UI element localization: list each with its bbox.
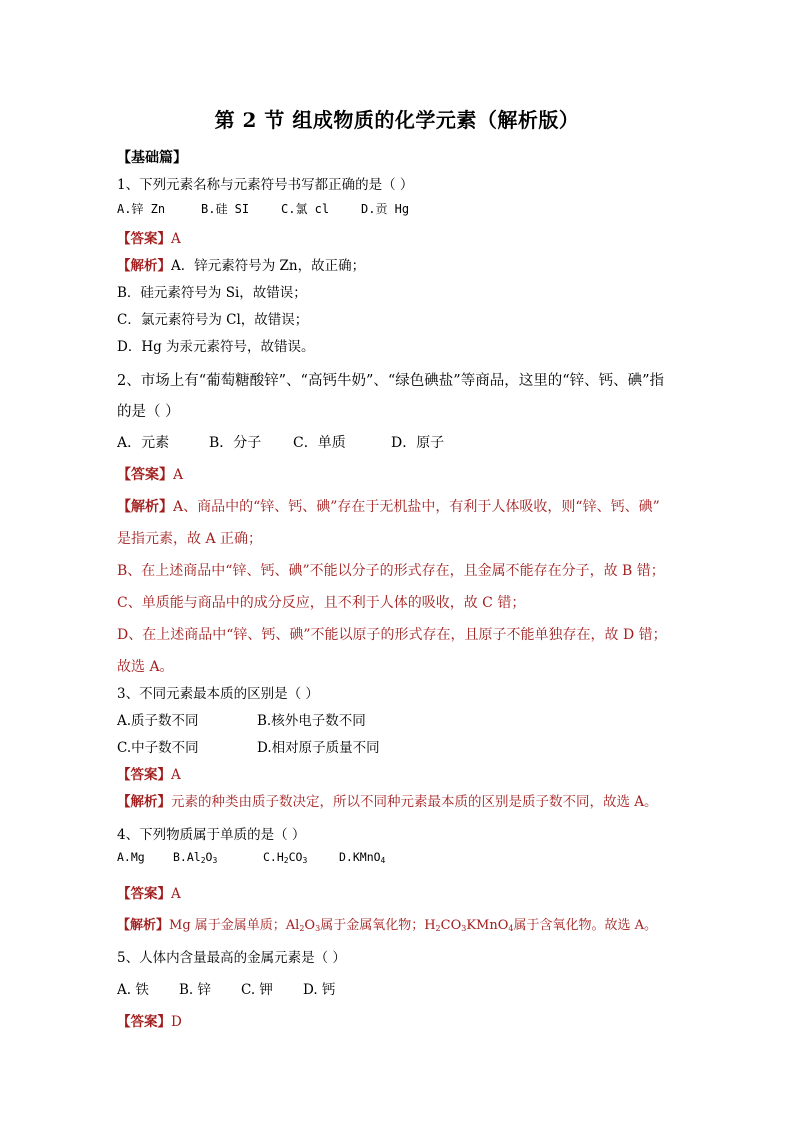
option-d: D.KMnO$_4$ [339,850,386,865]
question-1-answer [117,227,181,247]
answer-value: A [171,886,181,902]
answer-value: A [171,767,181,783]
question-3-options-row-1 [117,709,366,729]
option-b: B．分子 [209,435,262,451]
option-d: D. 钙 [303,982,336,998]
analysis-text: A、商品中的“锌、钙、碘”存在于无机盐中，有利于人体吸收，则“锌、钙、碘” [173,499,660,515]
option-d: D．原子 [391,435,445,451]
question-2-answer [117,464,183,484]
option-a: A. 铁 [117,982,149,998]
answer-tag: 【答案】 [117,231,171,247]
option-b: B.硅 SI [201,202,250,216]
analysis-text: A．锌元素符号为 Zn，故正确； [171,258,366,274]
option-b: B.核外电子数不同 [257,713,366,729]
option-d: D.贡 Hg [361,202,410,216]
question-5-stem: 5、人体内含量最高的金属元素是（ ） [117,950,346,966]
option-c: C.氯 cl [281,202,330,216]
option-c: C. 钾 [241,982,273,998]
analysis-tag: 【解析】 [117,499,173,515]
section-heading: 【基础篇】 [117,150,187,166]
analysis-tag: 【解析】 [117,918,170,933]
question-2-analysis-line: B、在上述商品中“锌、钙、碘”不能以分子的形式存在，且金属不能存在分子，故 B 错； [117,563,665,579]
question-4-answer [117,882,181,902]
analysis-tag: 【解析】 [117,258,171,274]
question-4-stem: 4、下列物质属于单质的是（ ） [117,827,306,843]
option-a: A.质子数不同 [117,713,199,729]
question-3-stem: 3、不同元素最本质的区别是（ ） [117,686,319,702]
question-2-analysis-line: 是指元素，故 A 正确； [117,531,263,547]
question-2-analysis-line: D、在上述商品中“锌、钙、碘”不能以原子的形式存在，且原子不能单独存在，故 D 错； [117,627,667,643]
question-4-analysis-line [117,914,657,933]
answer-value: D [171,1014,182,1030]
question-4-options [117,850,385,864]
option-a: A.锌 Zn [117,202,166,216]
question-3-analysis-line [117,790,658,810]
answer-tag: 【答案】 [117,886,171,902]
option-b: $B.Al_2O_3$ [173,850,218,865]
option-c: $C.H_2CO_3$ [263,850,308,865]
question-2-stem: 2、市场上有“葡萄糖酸锌”、“高钙牛奶”、“绿色碘盐”等商品，这里的“锌、钙、碘”指 [117,373,665,389]
question-1-options [117,200,409,217]
option-c: C．单质 [293,435,346,451]
option-b: B. 锌 [179,982,212,998]
analysis-tag: 【解析】 [117,794,171,810]
question-3-answer [117,763,181,783]
analysis-text: Mg 属于金属单质；$Al_2O_3$属于金属氧化物；$H_2CO_3KMnO_4$属于含氧化物。故选 A。 [169,918,658,933]
question-2-stem-cont: 的是（ ） [117,404,180,420]
option-a: A．元素 [117,435,170,451]
answer-tag: 【答案】 [117,1014,171,1030]
page-title: 第 2 节 组成物质的化学元素（解析版） [214,108,580,132]
question-1-analysis-line: C．氯元素符号为 Cl，故错误； [117,312,309,328]
analysis-text: 元素的种类由质子数决定，所以不同种元素最本质的区别是质子数不同，故选 A。 [171,794,658,810]
option-a: A.Mg [117,850,145,864]
question-2-analysis-line [117,496,660,516]
question-2-options [117,432,444,452]
answer-tag: 【答案】 [117,467,173,483]
question-2-analysis-line: C、单质能与商品中的成分反应，且不利于人体的吸收，故 C 错； [117,595,526,611]
question-5-options [117,978,335,998]
question-1-stem: 1、下列元素名称与元素符号书写都正确的是（ ） [117,177,414,193]
answer-tag: 【答案】 [117,767,171,783]
option-d: D.相对原子质量不同 [257,740,380,756]
question-1-analysis-line: D．Hg 为汞元素符号，故错误。 [117,339,315,355]
question-3-options-row-2 [117,736,380,756]
question-1-analysis-line: B．硅元素符号为 Si，故错误； [117,285,307,301]
answer-value: A [171,231,181,247]
answer-value: A [173,467,184,483]
option-c: C.中子数不同 [117,740,199,756]
question-2-analysis-line: 故选 A。 [117,659,174,675]
question-1-analysis-line [117,254,365,274]
question-5-answer [117,1010,182,1030]
